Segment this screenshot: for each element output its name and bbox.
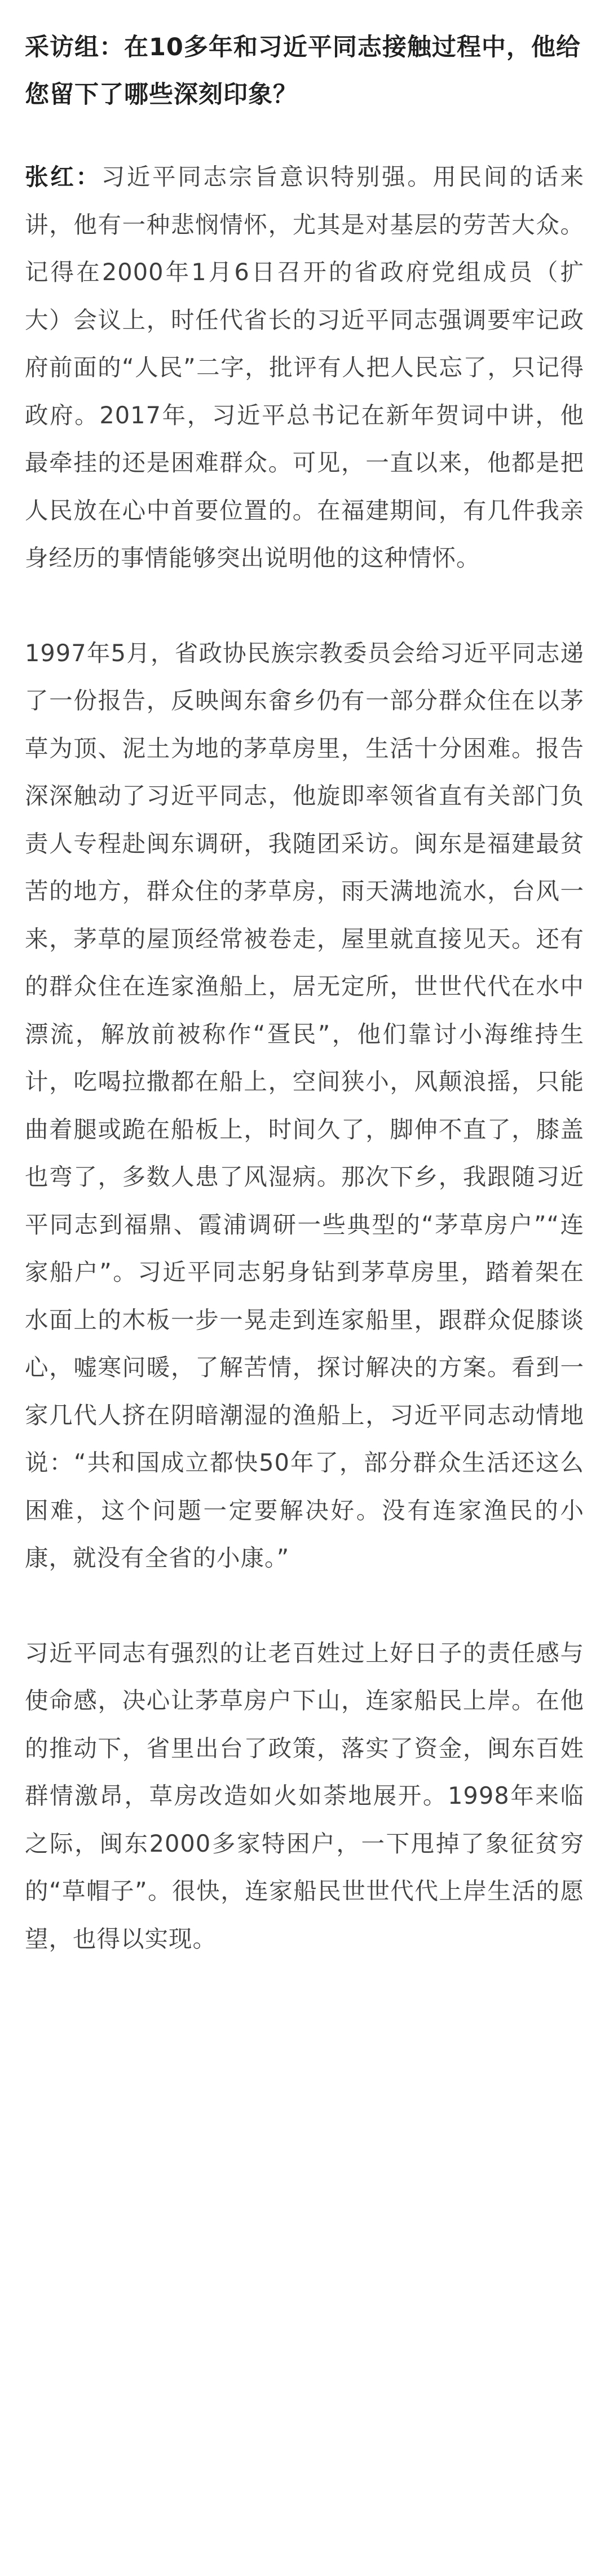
interview-question: 采访组：在10多年和习近平同志接触过程中，他给您留下了哪些深刻印象？ — [25, 33, 581, 109]
answer-paragraph-2: 1997年5月，省政协民族宗教委员会给习近平同志递了一份报告，反映闽东畲乡仍有一部分群众住在以茅草为顶、泥土为地的茅草房里，生活十分困难。报告深深触动了习近平同志，他旋即率领省直有关部门负责人专程赴闽东调研，我随团采访。闽东是福建最贫苦的地方，群众住的茅草房，雨天满地流水，台风一来，茅草的屋顶经常被卷走，屋里就直接见天。还有的群众住在连家渔船上，居无定所，世世代代在水中漂流，解放前被称作“疍民”，他们靠讨小海维持生计，吃喝拉撒都在船上，空间狭小，风颠浪摇，只能曲着腿或跪在船板上，时间久了，脚伸不直了，膝盖也弯了，多数人患了风湿病。那次下乡，我跟随习近平同志到福鼎、霞浦调研一些典型的“茅草房户”“连家船户”。习近平同志躬身钻到茅草房里，踏着架在水面上的木板一步一晃走到连家船里，跟群众促膝谈心，嘘寒问暖，了解苦情，探讨解决的方案。看到一家几代人挤在阴暗潮湿的渔船上，习近平同志动情地说：“共和国成立都快50年了，部分群众生活还这么困难，这个问题一定要解决好。没有连家渔民的小康，就没有全省的小康。” — [25, 639, 584, 1572]
speaker-label: 张红： — [25, 163, 102, 191]
answer-paragraph-1-text: 习近平同志宗旨意识特别强。用民间的话来讲，他有一种悲悯情怀，尤其是对基层的劳苦大众。记得在2000年1月6日召开的省政府党组成员（扩大）会议上，时任代省长的习近平同志强调要牢记政府前面的“人民”二字，批评有人把人民忘了，只记得政府。2017年，习近平总书记在新年贺词中讲，他最牵挂的还是困难群众。可见，一直以来，他都是把人民放在心中首要位置的。在福建期间，有几件我亲身经历的事情能够突出说明他的这种情怀。 — [25, 163, 584, 572]
answer-paragraph-3: 习近平同志有强烈的让老百姓过上好日子的责任感与使命感，决心让茅草房户下山，连家船民上岸。在他的推动下，省里出台了政策，落实了资金，闽东百姓群情激昂，草房改造如火如荼地展开。1998年来临之际，闽东2000多家特困户，一下甩掉了象征贫穷的“草帽子”。很快，连家船民世世代代上岸生活的愿望，也得以实现。 — [25, 1639, 584, 1953]
answer-paragraph-1 — [25, 153, 584, 582]
